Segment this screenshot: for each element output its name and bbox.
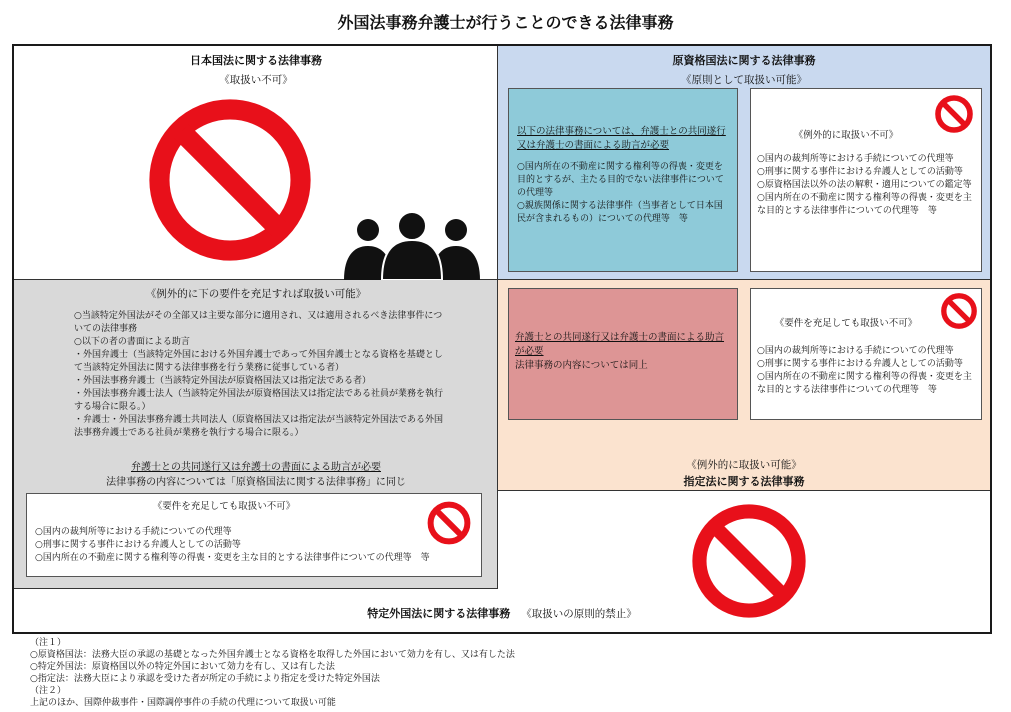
joint-requirement-line: ○国内所在の不動産に関する権利等の得喪・変更を目的とするが、主たる目的でない法律事件についての代理等 <box>517 162 724 198</box>
condition-line: ・外国法事務弁護士法人（当該特定外国法が原資格国法又は指定法である社員が業務を執行する場合に限る。） <box>74 389 444 412</box>
exception-conditions-head: 《例外的に下の要件を充足すれば取扱い可能》 <box>145 288 367 300</box>
exception-line: ○国内所在の不動産に関する権利等の得喪・変更を主な目的とする法律事件についての代理等 等 <box>757 193 972 216</box>
designated-law-sub: 《例外的に取扱い可能》 <box>686 459 802 471</box>
designated-law-heading: 指定法に関する法律事務 <box>683 475 805 488</box>
footnotes <box>30 637 990 709</box>
joint-requirement-box <box>508 88 738 272</box>
joint-requirement-lead: 以下の法律事務については、弁護士との共同遂行又は弁護士の書面による助言が必要 <box>517 126 726 151</box>
condition-line: ○以下の者の書面による助言 <box>74 337 190 347</box>
exception-line: ○国内の裁判所等における手続についての代理等 <box>757 154 954 164</box>
note-line: ○指定法：法務大臣により承認を受けた者が所定の手続により指定を受けた特定外国法 <box>30 674 380 684</box>
exception-line: ○刑事に関する事件における弁護人としての活動等 <box>757 167 963 177</box>
prohibited-line: ○国内所在の不動産に関する権利等の得喪・変更を主な目的とする法律事件についての代理等 等 <box>757 372 972 395</box>
note-line: （注１） <box>30 638 67 648</box>
condition-line: ○当該特定外国法がその全部又は主要な部分に適用され、又は適用されるべき法律事件についての法律事務 <box>74 311 443 334</box>
prohibition-icon <box>146 96 314 264</box>
joint-requirement-line: ○親族関係に関する法律事件（当事者として日本国民が含まれるもの）についての代理等 等 <box>517 201 723 224</box>
condition-line: ・外国弁護士（当該特定外国における外国弁護士であって外国弁護士となる資格を基礎として当該特定外国法に関する法律事務を行う業務に従事している者） <box>74 350 443 373</box>
exception-conditions-list <box>74 310 446 440</box>
exception-line: ○原資格国法以外の法の解釈・適用についての鑑定等 <box>757 180 972 190</box>
specified-foreign-law-sub: 《取扱いの原則的禁止》 <box>521 608 637 620</box>
specified-foreign-law-caption <box>14 602 990 621</box>
prohibited-line: ○国内所在の不動産に関する権利等の得喪・変更を主な目的とする法律事件についての代理等 等 <box>35 553 430 563</box>
same-as-home-note: 法律事務の内容については「原資格国法に関する法律事務」に同じ <box>106 477 406 488</box>
people-silhouette-icon <box>338 208 488 280</box>
divider <box>14 588 498 589</box>
page-title: 外国法事務弁護士が行うことのできる法律事務 <box>337 13 674 32</box>
note-line: （注２） <box>30 686 67 696</box>
still-prohibited-box <box>26 493 482 577</box>
exception-prohibited-head: 《例外的に取扱い不可》 <box>793 130 899 141</box>
prohibited-line: ○刑事に関する事件における弁護人としての活動等 <box>35 540 241 550</box>
note-line: ○特定外国法：原資格国以外の特定外国において効力を有し、又は有した法 <box>30 662 335 672</box>
designated-same-note: 法律事務の内容については同上 <box>515 360 648 371</box>
japanese-law-heading: 日本国法に関する法律事務 <box>190 54 322 67</box>
designated-joint-box <box>508 288 738 420</box>
designated-prohibited-head: 《要件を充足しても取扱い不可》 <box>774 318 918 329</box>
specified-foreign-law-heading: 特定外国法に関する法律事務 <box>367 607 511 620</box>
note-line: ○原資格国法：法務大臣の承認の基礎となった外国弁護士となる資格を取得した外国において効力を有し、又は有した法 <box>30 650 515 660</box>
designated-joint-lead: 弁護士との共同遂行又は弁護士の書面による助言が必要 <box>515 332 725 357</box>
condition-line: ・外国法事務弁護士（当該特定外国法が原資格国法又は指定法である者） <box>74 376 372 386</box>
prohibited-line: ○国内の裁判所等における手続についての代理等 <box>757 346 954 356</box>
prohibited-line: ○刑事に関する事件における弁護人としての活動等 <box>757 359 963 369</box>
note-line: 上記のほか、国際仲裁事件・国際調停事件の手続の代理について取扱い可能 <box>30 698 336 708</box>
japanese-law-sub: 《取扱い不可》 <box>219 74 293 86</box>
still-prohibited-head: 《要件を充足しても取扱い不可》 <box>152 501 296 512</box>
home-jurisdiction-sub: 《原則として取扱い可能》 <box>681 74 807 86</box>
joint-requirement-note: 弁護士との共同遂行又は弁護士の書面による助言が必要 <box>131 462 381 473</box>
prohibition-icon <box>426 500 472 546</box>
prohibition-icon <box>940 292 978 330</box>
prohibited-line: ○国内の裁判所等における手続についての代理等 <box>35 527 232 537</box>
prohibition-icon <box>934 94 974 134</box>
home-jurisdiction-heading: 原資格国法に関する法律事務 <box>672 54 816 67</box>
divider <box>498 490 990 491</box>
condition-line: ・弁護士・外国法事務弁護士共同法人（原資格国法又は指定法が当該特定外国法である外国法事務弁護士である社員が業務を執行する場合に限る。） <box>74 415 444 438</box>
